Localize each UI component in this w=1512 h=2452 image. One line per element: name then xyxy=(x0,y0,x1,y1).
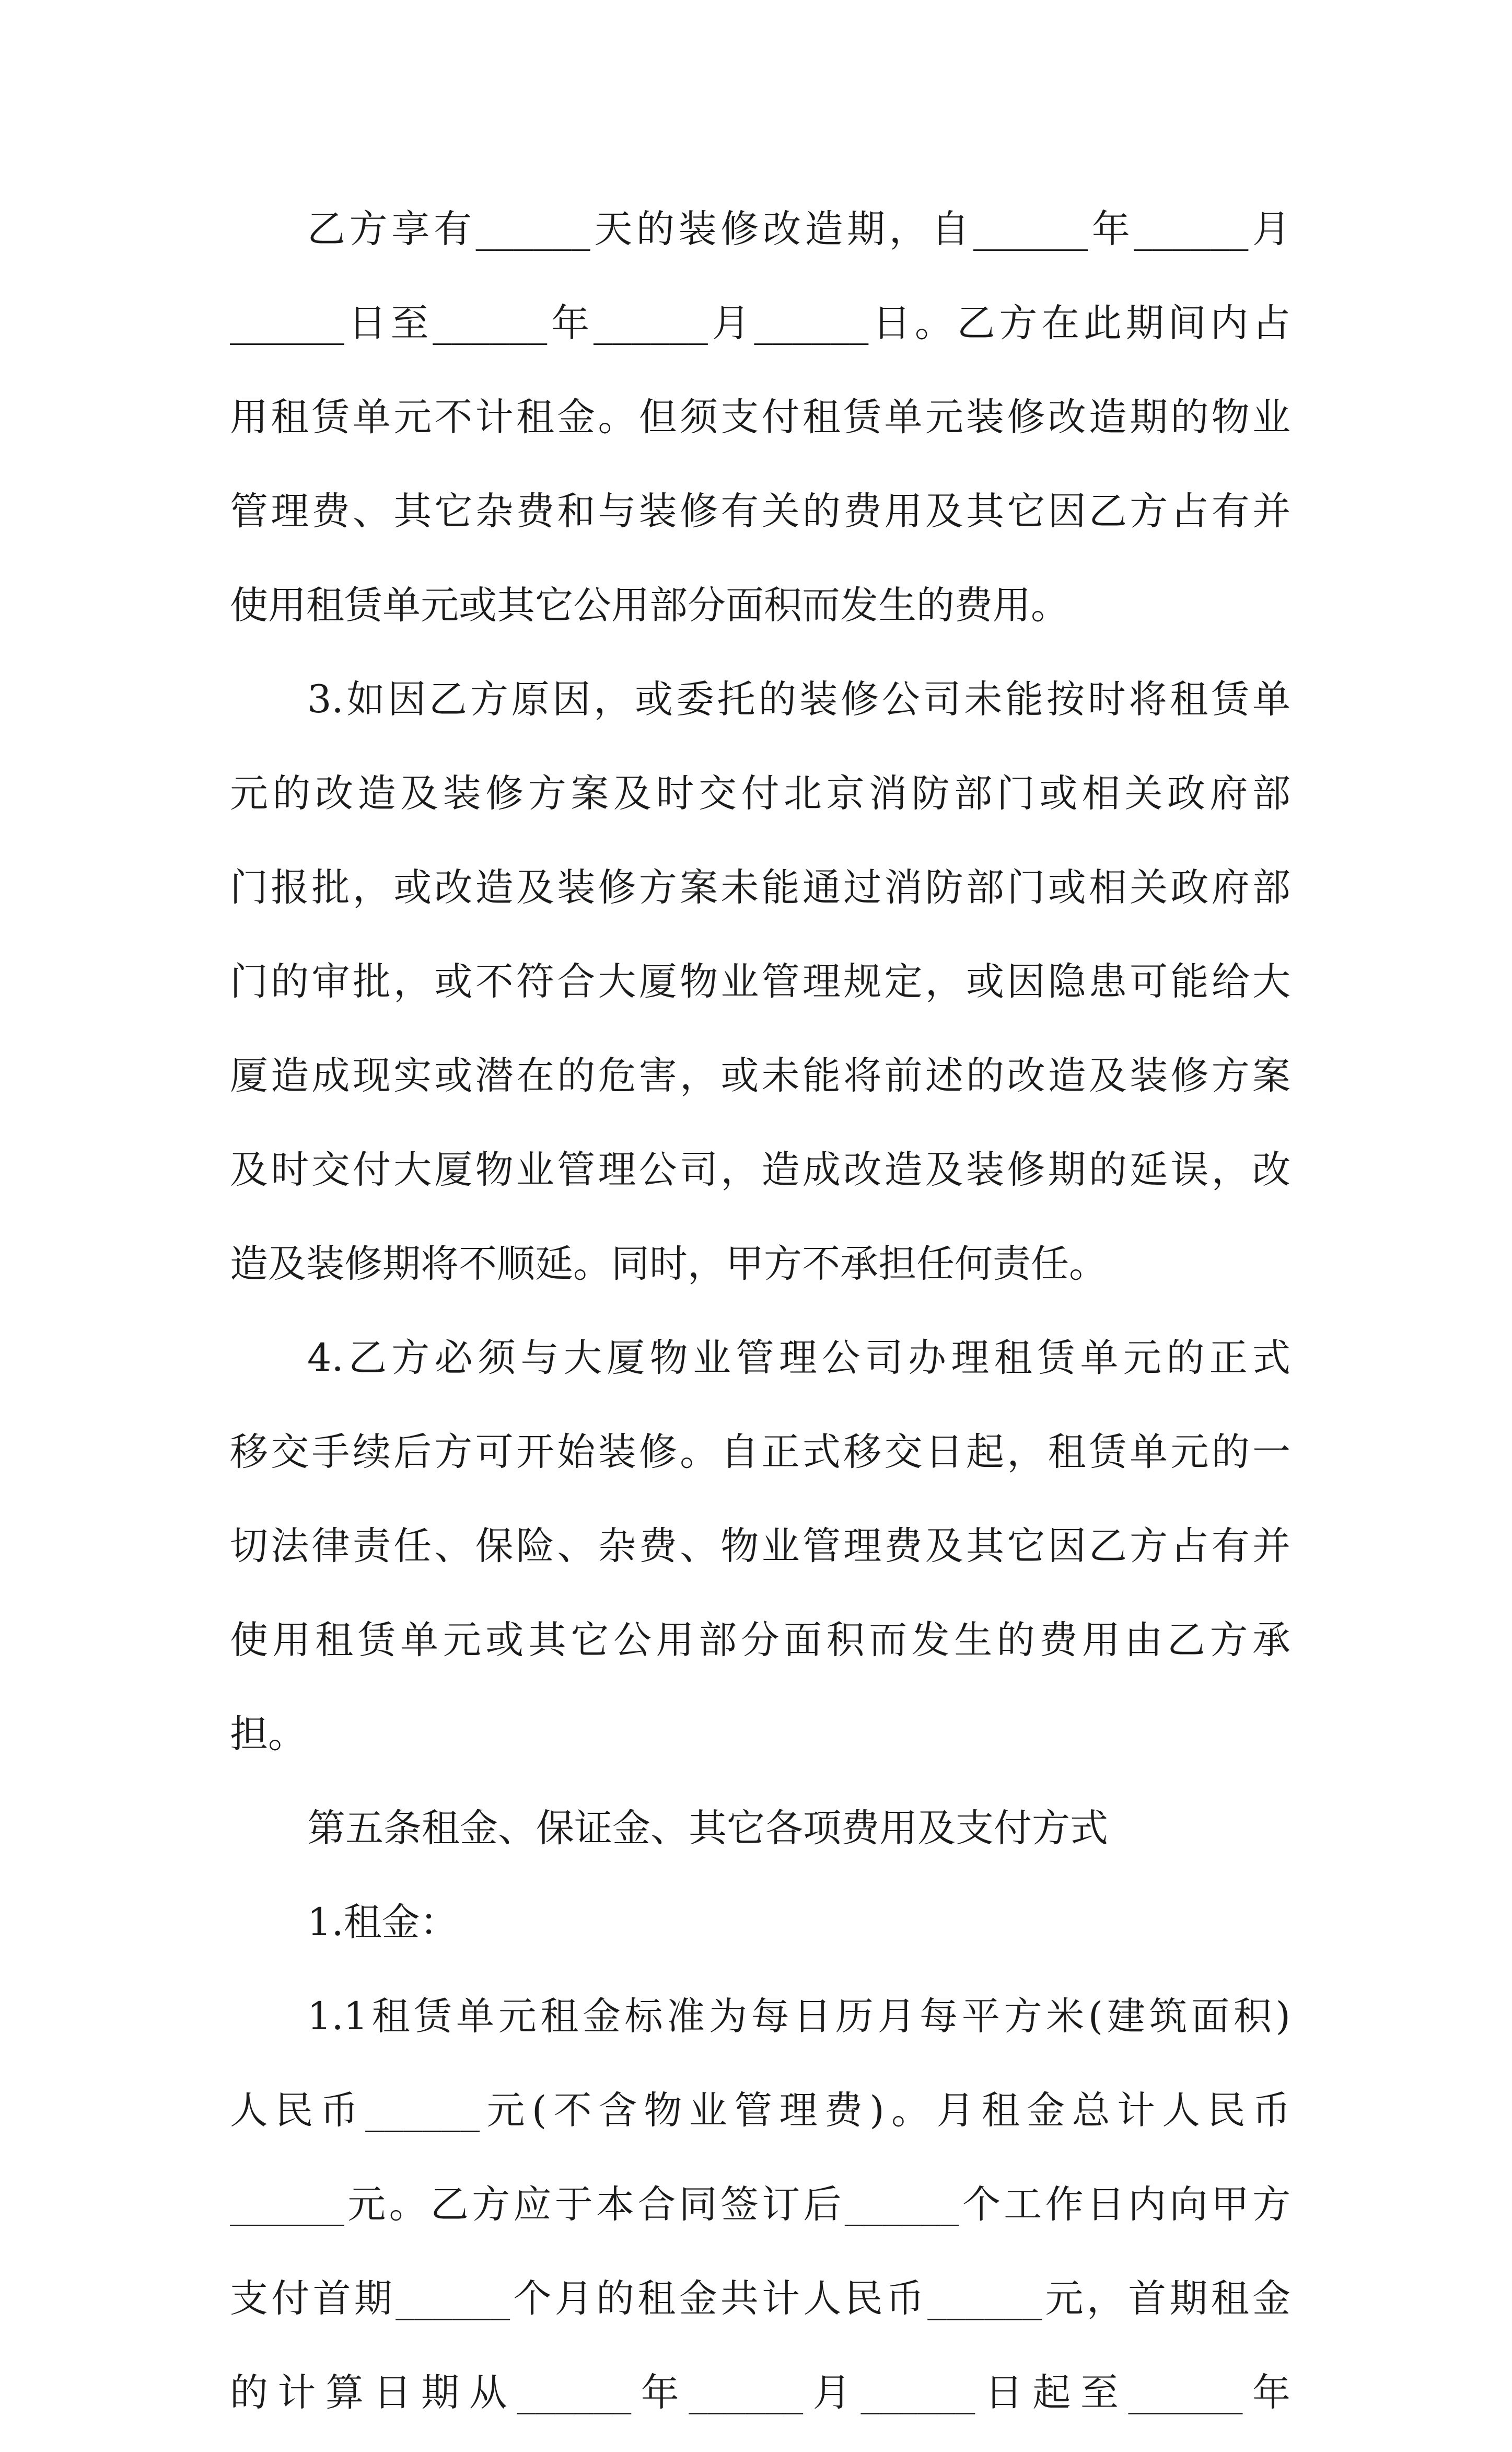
text-line: 使用租赁单元或其它公用部分面积而发生的费用。 xyxy=(230,583,1069,628)
text-line: 造及装修期将不顺延。同时，甲方不承担任何责任。 xyxy=(230,1242,1107,1286)
text-line: 切法律责任、保险、杂费、物业管理费及其它因乙方占有并 xyxy=(230,1524,1290,1568)
text-line: 使用租赁单元或其它公用部分面积而发生的费用由乙方承 xyxy=(230,1618,1290,1662)
text-line: 支付首期______个月的租金共计人民币______元，首期租金 xyxy=(230,2276,1290,2321)
text-line: 门的审批，或不符合大厦物业管理规定，或因隐患可能给大 xyxy=(230,959,1290,1004)
text-line: 用租赁单元不计租金。但须支付租赁单元装修改造期的物业 xyxy=(230,395,1290,439)
text-line: 第五条租金、保证金、其它各项费用及支付方式 xyxy=(307,1806,1108,1850)
text-line: ______元。乙方应于本合同签订后______个工作日内向甲方 xyxy=(230,2182,1290,2227)
text-line: 门报批，或改造及装修方案未能通过消防部门或相关政府部 xyxy=(230,865,1290,910)
text-line: 乙方享有______天的装修改造期，自______年______月 xyxy=(307,207,1290,251)
text-line: 厦造成现实或潜在的危害，或未能将前述的改造及装修方案 xyxy=(230,1054,1290,1098)
text-line: ______日至______年______月______日。乙方在此期间内占 xyxy=(230,301,1290,345)
text-line: 担。 xyxy=(230,1712,306,1756)
text-line: 人民币______元(不含物业管理费)。月租金总计人民币 xyxy=(230,2088,1290,2133)
text-line: 3.如因乙方原因，或委托的装修公司未能按时将租赁单 xyxy=(307,677,1290,722)
text-line: 1.租金： xyxy=(307,1900,458,1945)
document-body xyxy=(230,194,1290,2452)
text-line: 移交手续后方可开始装修。自正式移交日起，租赁单元的一 xyxy=(230,1430,1290,1474)
text-line: 元的改造及装修方案及时交付北京消防部门或相关政府部 xyxy=(230,771,1290,816)
text-line: 的计算日期从______年______月______日起至______年 xyxy=(230,2370,1290,2415)
text-line: 4.乙方必须与大厦物业管理公司办理租赁单元的正式 xyxy=(307,1336,1290,1380)
text-line: 及时交付大厦物业管理公司，造成改造及装修期的延误，改 xyxy=(230,1148,1290,1192)
text-line: 管理费、其它杂费和与装修有关的费用及其它因乙方占有并 xyxy=(230,489,1290,534)
text-line: 1.1租赁单元租金标准为每日历月每平方米(建筑面积) xyxy=(307,1994,1290,2039)
